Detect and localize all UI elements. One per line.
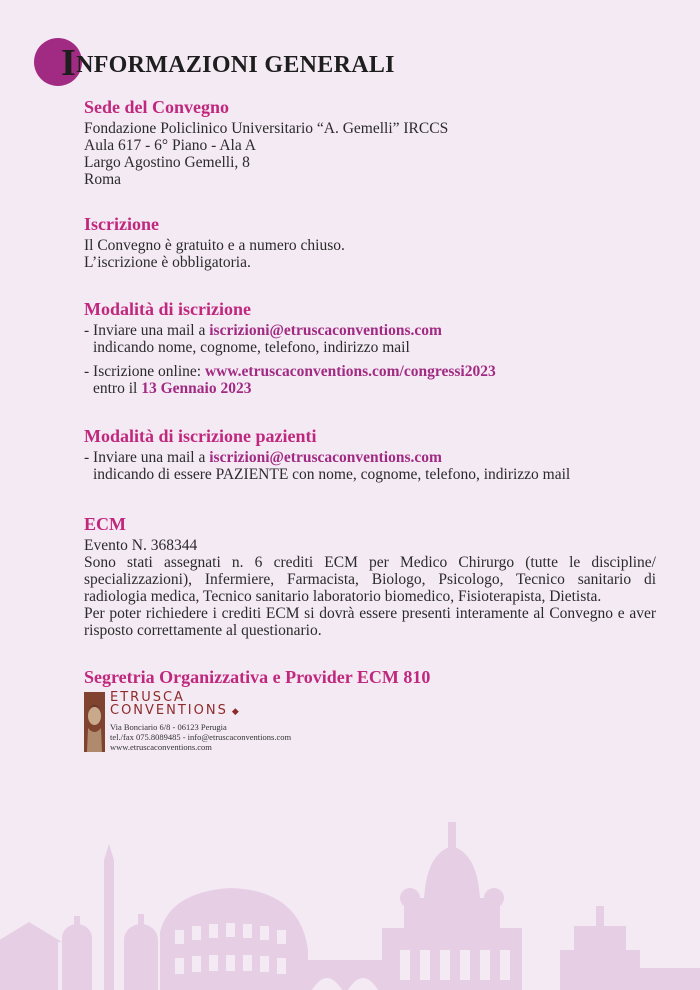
address-line: Via Bonciario 6/8 - 06123 Perugia bbox=[110, 722, 227, 732]
modalita-item-online bbox=[84, 363, 656, 397]
rome-skyline-illustration bbox=[0, 800, 700, 990]
item-prefix: - Inviare una mail a bbox=[84, 449, 210, 466]
sede-line: Roma bbox=[84, 171, 122, 188]
item-prefix: - Inviare una mail a bbox=[84, 322, 210, 339]
patient-email-link[interactable]: iscrizioni@etruscaconventions.com bbox=[209, 449, 442, 466]
modalita-heading: Modalità di iscrizione bbox=[84, 299, 251, 319]
section-modalita bbox=[84, 298, 656, 404]
registration-email-link[interactable]: iscrizioni@etruscaconventions.com bbox=[209, 322, 442, 339]
registration-url-link[interactable]: www.etruscaconventions.com/congressi2023 bbox=[204, 363, 496, 380]
ecm-paragraph: Sono stati assegnati n. 6 crediti ECM per Medico Chirurgo (tutte le discipline/ specializzazioni), Infermiere, Farmacista, Biologo, Psicologo, Tecnico sanitario di radiologia medica, Tecnico sanitario laboratorio biomedico, Fisioterapista, Dietista. bbox=[84, 554, 656, 605]
ecm-paragraph: Per poter richiedere i crediti ECM si dovrà essere presenti interamente al Convegno e aver risposto correttamente al questionario. bbox=[84, 605, 656, 639]
page-title-text bbox=[61, 41, 395, 85]
contacts-line: tel./fax 075.8089485 - info@etruscaconventions.com bbox=[110, 732, 292, 742]
segreteria-heading: Segretria Organizzativa e Provider ECM 810 bbox=[84, 667, 431, 687]
etrusca-logo bbox=[84, 692, 334, 754]
ecm-heading: ECM bbox=[84, 514, 126, 534]
website-link[interactable]: www.etruscaconventions.com bbox=[110, 742, 212, 752]
deadline-prefix: entro il bbox=[93, 380, 142, 397]
sede-line: Fondazione Policlinico Universitario “A. Gemelli” IRCCS bbox=[84, 120, 449, 137]
page-title bbox=[34, 38, 395, 88]
section-iscrizione bbox=[84, 213, 656, 271]
title-rest: NFORMAZIONI GENERALI bbox=[76, 52, 395, 78]
logo-line-2: CONVENTIONS bbox=[110, 703, 228, 718]
sede-heading: Sede del Convegno bbox=[84, 97, 230, 117]
section-segreteria bbox=[84, 666, 656, 690]
diamond-icon: ◆ bbox=[231, 707, 241, 717]
ecm-evento: Evento N. 368344 bbox=[84, 537, 198, 554]
item-prefix: - Iscrizione online: bbox=[84, 363, 205, 380]
section-sede bbox=[84, 96, 656, 188]
modalita-item-email bbox=[84, 322, 656, 356]
logo-line-1: ETRUSCA bbox=[110, 690, 185, 705]
iscrizione-heading: Iscrizione bbox=[84, 214, 159, 234]
deadline-date: 13 Gennaio 2023 bbox=[141, 380, 252, 397]
item-detail: indicando nome, cognome, telefono, indirizzo mail bbox=[93, 339, 410, 356]
iscrizione-line: L’iscrizione è obbligatoria. bbox=[84, 254, 251, 271]
section-ecm bbox=[84, 513, 656, 639]
title-initial: I bbox=[61, 42, 77, 84]
section-pazienti bbox=[84, 425, 656, 483]
iscrizione-line: Il Convegno è gratuito e a numero chiuso. bbox=[84, 237, 345, 254]
etruscan-head-icon bbox=[84, 692, 105, 752]
logo-wordmark bbox=[110, 691, 241, 719]
sede-line: Largo Agostino Gemelli, 8 bbox=[84, 154, 250, 171]
sede-line: Aula 617 - 6° Piano - Ala A bbox=[84, 137, 256, 154]
pazienti-heading: Modalità di iscrizione pazienti bbox=[84, 426, 317, 446]
item-detail: indicando di essere PAZIENTE con nome, cognome, telefono, indirizzo mail bbox=[93, 466, 571, 483]
contact-block bbox=[110, 722, 291, 752]
